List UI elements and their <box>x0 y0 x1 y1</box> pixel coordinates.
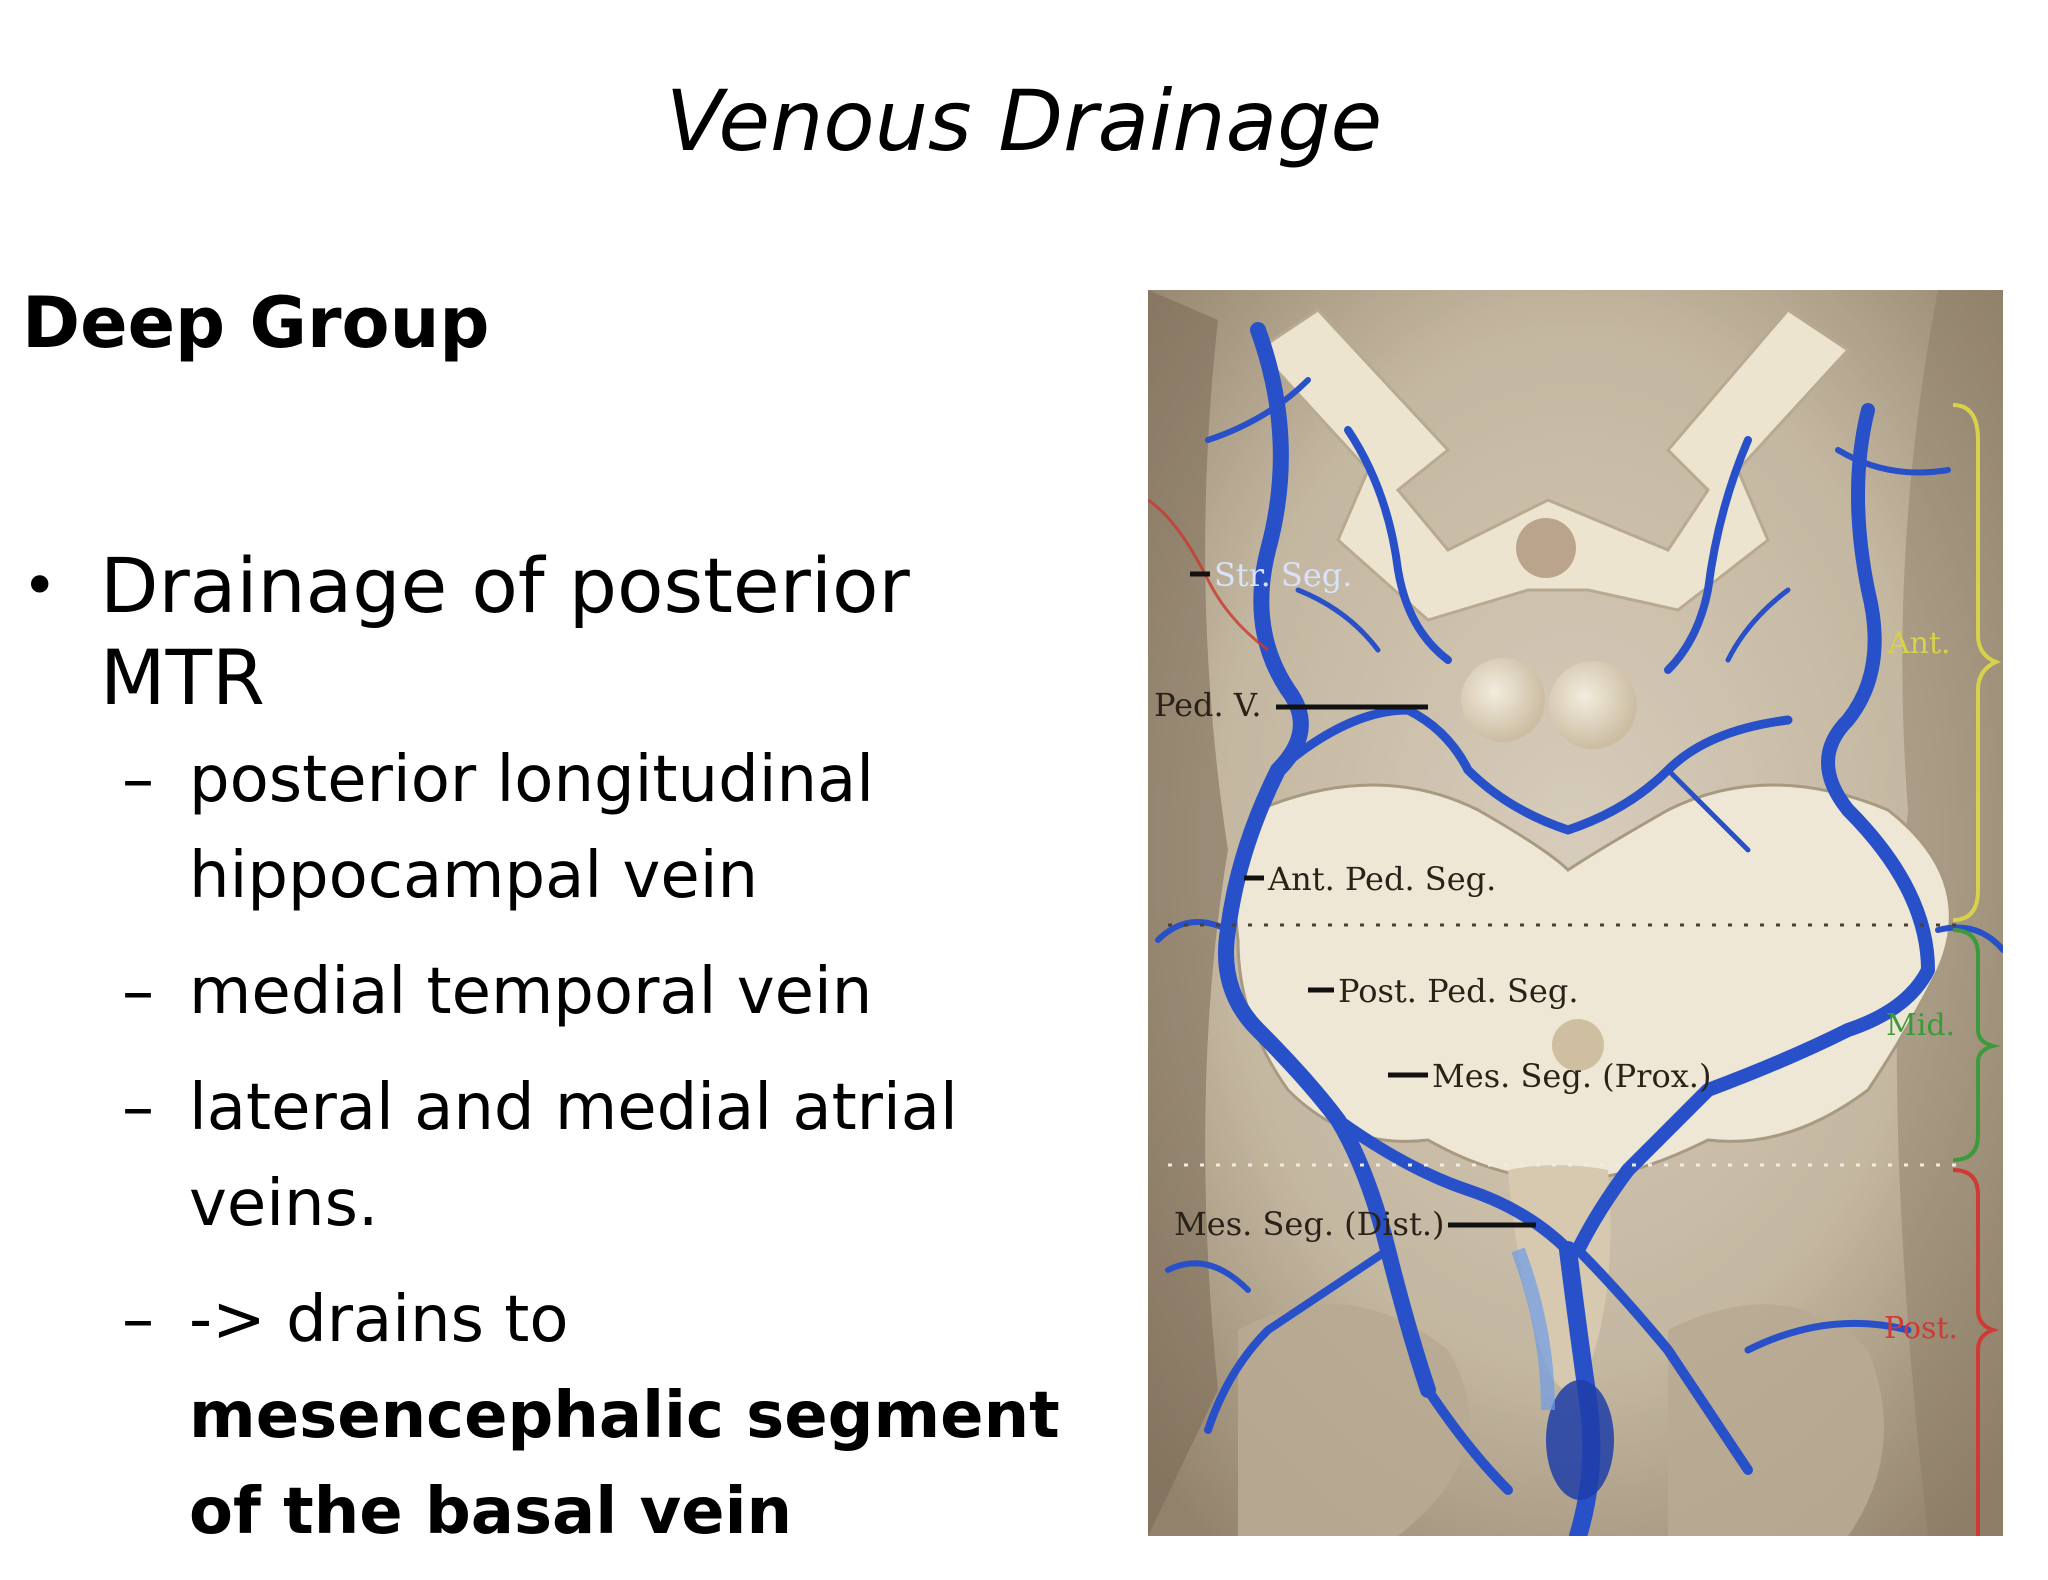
bullet-item <box>22 540 1092 1560</box>
mammillary-body-left <box>1461 658 1545 742</box>
bullet-text: Drainage of posterior MTR <box>100 541 910 722</box>
pituitary-stalk <box>1516 518 1576 578</box>
sub-bullet-text: -> drains to <box>189 1283 569 1357</box>
label-str-seg: Str. Seg. <box>1214 556 1353 594</box>
sub-bullet-item <box>22 1060 1092 1252</box>
dash-marker: – <box>122 743 154 817</box>
label-ant: Ant. <box>1888 626 1951 661</box>
sub-bullet-text: medial temporal vein <box>189 955 873 1029</box>
brain-vein-illustration <box>1148 290 2003 1536</box>
sub-bullet-text: posterior longitudinal hippocampal vein <box>189 743 875 913</box>
slide-title: Venous Drainage <box>665 72 1383 170</box>
mammillary-body-right <box>1549 661 1637 749</box>
bullet-list <box>22 540 1092 1580</box>
sub-bullet-list <box>100 732 1092 1560</box>
label-ant-ped-seg: Ant. Ped. Seg. <box>1268 860 1497 898</box>
section-heading: Deep Group <box>22 282 490 364</box>
sub-bullet-item <box>22 944 1092 1040</box>
dash-marker: – <box>122 955 154 1029</box>
brain-vein-figure <box>1148 290 2003 1536</box>
label-mes-seg-dist: Mes. Seg. (Dist.) <box>1174 1205 1445 1243</box>
sub-bullet-bold-text: mesencephalic segment of the basal vein <box>189 1379 1060 1549</box>
sub-bullet-text: lateral and medial atrial veins. <box>189 1071 958 1241</box>
label-post-ped-seg: Post. Ped. Seg. <box>1338 972 1579 1010</box>
label-post: Post. <box>1884 1311 1959 1346</box>
sub-bullet-item <box>22 732 1092 924</box>
dash-marker: – <box>122 1071 154 1145</box>
label-mid: Mid. <box>1886 1008 1956 1043</box>
sub-bullet-item <box>22 1272 1092 1560</box>
dash-marker: – <box>122 1283 154 1357</box>
bullet-marker: • <box>22 551 58 621</box>
label-mes-seg-prox: Mes. Seg. (Prox.) <box>1432 1057 1712 1095</box>
label-ped-v: Ped. V. <box>1154 686 1262 724</box>
